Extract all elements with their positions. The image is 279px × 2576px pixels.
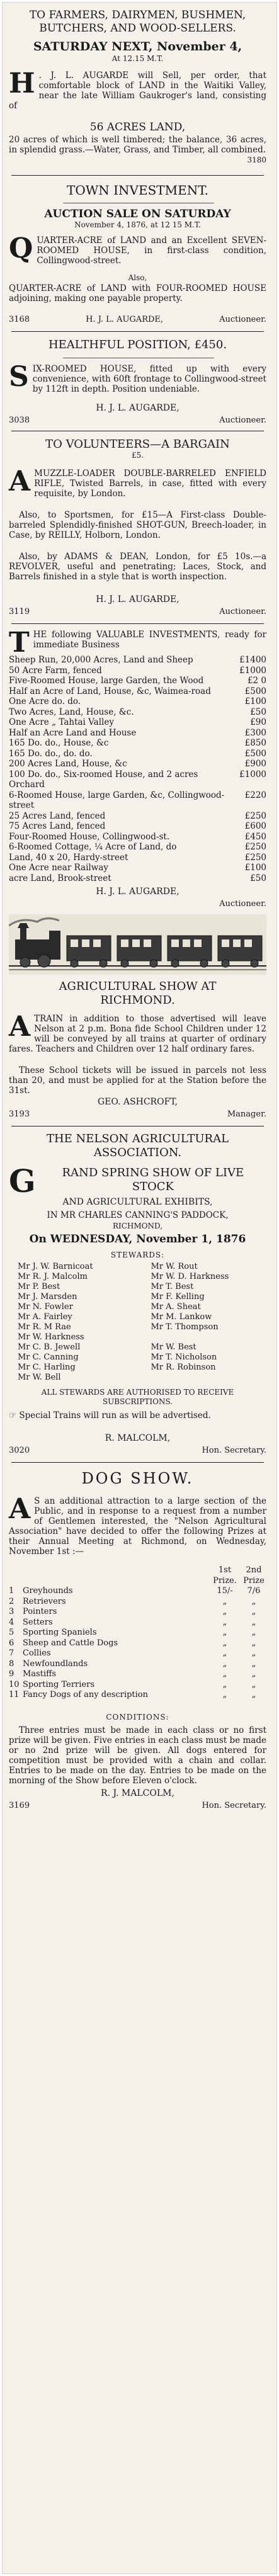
list-item: Mr R. Robinson [151, 1363, 216, 1372]
table-row: 11 Fancy Dogs of any description „ „ [9, 1690, 256, 1699]
list-item: 50 Acre Farm, fenced £1000 [9, 665, 266, 676]
ad-association-place: IN MR CHARLES CANNING'S PADDOCK, [47, 1210, 229, 1220]
list-item: One Acre near Railway £100 [9, 863, 266, 873]
table-row: 5 Sporting Spaniels „ „ [9, 1628, 256, 1637]
ad-reference-number: 3193 [9, 1109, 30, 1119]
ad-volunteers-body3: Also, by ADAMS & DEAN, London, for £5 10s.—a REVOLVER, useful and penetrating; Laces, Stock, and Barrels finished in a style that is worth inspection. [9, 552, 266, 582]
ad-town-subtitle: AUCTION SALE ON SATURDAY [44, 208, 231, 220]
ad-volunteers-body2: Also, to Sportsmen, for £15—A First-class Double-barreled Splendidly-finished SHOT-GUN, Breech-loader, in Case, by REILLY, Holborn, London. [9, 510, 266, 540]
divider [11, 175, 264, 176]
ad-dog-show-title: DOG SHOW. [81, 1470, 194, 1487]
ad-reference-number: 3020 [9, 1446, 30, 1455]
ad-town-body-text: UARTER-ACRE of LAND and an Excellent SEVEN-ROOMED HOUSE, in first-class condition, Collingwood-street. [37, 235, 266, 266]
ad-reference-number: 3038 [9, 416, 30, 425]
prize-table-header: 1st 2nd [218, 1565, 262, 1575]
list-item: Sheep Run, 20,000 Acres, Land and Sheep £1400 [9, 655, 266, 665]
list-item: Two Acres, Land, House, &c. £50 [9, 706, 266, 717]
ad-show-body-text: TRAIN in addition to those advertised will leave Nelson at 2 p.m. Bona fide School Children under 12 will be conveyed by all trains at quarter of ordinary fares. Teachers and Children over 12 half ordinary fares. [9, 1014, 266, 1054]
list-item: Mr J. Marsden [18, 1292, 77, 1302]
divider [11, 331, 264, 332]
table-row: 10 Sporting Terriers „ „ [9, 1679, 256, 1689]
table-row: 6 Sheep and Cattle Dogs „ „ [9, 1638, 256, 1648]
list-item: Half an Acre of Land, House, &c, Waimea-road £500 [9, 686, 266, 696]
ad-investments-intro [9, 627, 266, 659]
ad-association-heading2: AND AGRICULTURAL EXHIBITS, [62, 1197, 213, 1207]
investment-list [9, 655, 266, 883]
ad-association-heading [9, 1162, 266, 1200]
auctioneer-role: Auctioneer. [219, 899, 266, 909]
auctioneer-name: H. J. L. AUGARDE, [86, 315, 164, 324]
list-item: Mr J. W. Barnicoat [18, 1262, 93, 1271]
auctioneer-name: H. J. L. AUGARDE, [96, 403, 179, 413]
ad-show-body2: These School tickets will be issued in parcels not less than 20, and must be applied for at the Station before the 31st. [9, 1065, 266, 1096]
ad-healthful-footer [9, 416, 266, 426]
stewards-list [9, 1262, 275, 1383]
ad-farmers-date-text: SATURDAY NEXT, November 4, [33, 40, 242, 54]
list-item: Mr W. D. Harkness [151, 1272, 229, 1281]
ad-association-footer [9, 1446, 266, 1456]
auctioneer-name: H. J. L. AUGARDE, [96, 887, 179, 897]
list-item: Mr M. Lankow [151, 1312, 212, 1322]
ad-dog-show-footer [9, 1801, 266, 1811]
secretary-role: Hon. Secretary. [202, 1446, 266, 1455]
list-item: Mr W. Best [151, 1342, 196, 1352]
table-row: 7 Collies „ „ [9, 1648, 256, 1658]
list-item [151, 1332, 276, 1342]
ad-healthful-title: HEALTHFUL POSITION, £450. [48, 338, 227, 351]
auctioneer-name: H. J. L. AUGARDE, [96, 594, 179, 604]
ad-town-body [9, 232, 266, 266]
table-row: 3 Pointers „ „ [9, 1607, 256, 1616]
ad-town-body2: QUARTER-ACRE of LAND with FOUR-ROOMED HOUSE adjoining, making one payable property. [9, 283, 266, 304]
drop-cap: H [9, 67, 35, 99]
ad-dog-show-body [9, 1493, 266, 1557]
table-row: 1 Greyhounds 15/- 7/6 [9, 1586, 261, 1596]
table-row: 8 Newfoundlands „ „ [9, 1659, 256, 1669]
list-item: 6-Roomed Cottage, ¼ Acre of Land, do £250 [9, 842, 266, 852]
list-item: Half an Acre Land and House £300 [9, 727, 266, 738]
list-item: Mr W. Bell [18, 1373, 61, 1382]
auctioneer-role: Auctioneer. [219, 416, 266, 425]
prize-table [9, 1565, 266, 1701]
list-item: 25 Acres Land, fenced £250 [9, 810, 266, 821]
ad-volunteers [9, 438, 266, 460]
ad-show-footer [9, 1109, 266, 1120]
list-item: Mr A. Sheat [151, 1302, 201, 1312]
ad-healthful-body [9, 361, 266, 394]
secretary-name: R. MALCOLM, [105, 1433, 171, 1443]
list-item: Mr P. Best [18, 1282, 60, 1291]
ad-association-place2: RICHMOND, [112, 1222, 163, 1230]
list-item: Mr W. Rout [151, 1262, 198, 1271]
divider [11, 623, 264, 624]
ad-farmers [9, 9, 266, 35]
ad-association-note: ALL STEWARDS ARE AUTHORISED TO RECEIVE SUBSCRIPTIONS. [41, 1388, 234, 1406]
table-row: 2 Retrievers „ „ [9, 1596, 256, 1606]
ad-dog-show [9, 1470, 266, 1487]
train-engraving [9, 914, 266, 975]
list-item: acre Land, Brook-street £50 [9, 873, 266, 883]
list-item: Five-Roomed House, large Garden, the Wood £2 0 [9, 676, 266, 686]
list-item: 200 Acres Land, House, &c £900 [9, 759, 266, 769]
list-item: 6-Roomed House, large Garden, &c, Collingwood-street £220 [9, 790, 266, 810]
ad-farmers-time: At 12.15 M.T. [111, 54, 164, 63]
list-item: Mr A. Fairley [18, 1312, 72, 1322]
ad-farmers-acres: 56 ACRES LAND, [89, 121, 186, 133]
ad-town-sub [9, 208, 266, 230]
drop-cap: S [9, 361, 29, 393]
ad-association-special-text: Special Trains will run as will be advertised. [19, 1410, 211, 1421]
manager-name: GEO. ASHCROFT, [97, 1097, 178, 1107]
manager-role: Manager. [227, 1109, 266, 1119]
ad-farmers-body2-text: 20 acres of which is well timbered; the balance, 36 acres, in splendid grass.—Water, Grass, and Timber, all combined. [9, 135, 266, 155]
pointing-hand-icon: ☞ [9, 1410, 20, 1421]
ad-farmers-date [9, 39, 266, 64]
divider [11, 1462, 264, 1463]
ad-association-heading-text: RAND SPRING SHOW OF LIVE STOCK [62, 1166, 244, 1193]
secretary-role: Hon. Secretary. [202, 1801, 266, 1810]
ad-reference-number: 3169 [9, 1801, 30, 1810]
secretary-name: R. J. MALCOLM, [101, 1788, 174, 1798]
ad-volunteers-body-text: MUZZLE-LOADER DOUBLE-BARRELED ENFIELD RIFLE, Twisted Barrels, in case, fitted with every requisite, by London. [34, 468, 266, 499]
ad-farmers-body-text: . J. L. AUGARDE will Sell, per order, that comfortable block of LAND in the Waitiki Valley, near the late William Gaukroger's land, consisting of [9, 71, 266, 111]
list-item: One Acre do. do. £100 [9, 696, 266, 706]
list-item: Mr N. Fowler [18, 1302, 73, 1312]
ad-nelson-association [9, 1132, 266, 1160]
list-item: Mr R. J. Malcolm [18, 1272, 88, 1281]
list-item: Mr W. Harkness [18, 1332, 84, 1342]
auctioneer-role: Auctioneer. [219, 315, 266, 324]
list-item: Land, 40 x 20, Hardy-street £250 [9, 852, 266, 863]
list-item: Mr T. Nicholson [151, 1353, 217, 1362]
ad-volunteers-title: TO VOLUNTEERS—A BARGAIN [45, 438, 230, 451]
ad-healthful-position [9, 339, 266, 351]
auctioneer-role: Auctioneer. [219, 607, 266, 616]
ad-farmers-title: TO FARMERS, DAIRYMEN, BUSHMEN, BUTCHERS, AND WOOD-SELLERS. [29, 9, 246, 35]
list-item: 75 Acres Land, fenced £600 [9, 821, 266, 831]
list-item: 165 Do. do., do. do. £500 [9, 748, 266, 759]
ad-association-special [9, 1410, 266, 1421]
list-item: Mr C. B. Jewell [18, 1342, 81, 1352]
drop-cap: A [9, 1493, 31, 1525]
ad-healthful-body-text: IX-ROOMED HOUSE, fitted up with every convenience, with 60ft frontage to Collingwood-street by 112ft in depth. Position undeniable. [32, 364, 266, 394]
ad-association-title: THE NELSON AGRICULTURAL ASSOCIATION. [46, 1132, 229, 1159]
list-item: Mr R. M Rae [18, 1322, 71, 1332]
ad-volunteers-footer [9, 607, 266, 617]
prize-table-header: Prize. Prize [213, 1575, 265, 1586]
conditions-title: CONDITIONS: [106, 1713, 169, 1722]
list-item: Mr C. Harling [18, 1363, 76, 1372]
drop-cap: A [9, 465, 31, 497]
ad-agricultural-show [9, 980, 266, 1007]
drop-cap: Q [9, 232, 33, 264]
locomotive-illustration [9, 914, 266, 975]
list-item: Four-Roomed House, Collingwood-st. £450 [9, 831, 266, 842]
table-row: 9 Mastiffs „ „ [9, 1669, 256, 1679]
list-item: 165 Do. do., House, &c £850 [9, 738, 266, 748]
list-item: One Acre „ Tahtai Valley £90 [9, 717, 266, 727]
ad-farmers-body2 [9, 135, 266, 165]
ad-volunteers-price: £5. [131, 451, 144, 460]
list-item: Mr F. Kelling [151, 1292, 205, 1302]
table-row: 4 Setters „ „ [9, 1617, 256, 1627]
list-item: Mr T. Best [151, 1282, 194, 1291]
ad-show-title: AGRICULTURAL SHOW AT RICHMOND. [59, 980, 217, 1007]
ad-volunteers-body [9, 465, 266, 499]
ad-town-signature [9, 315, 266, 325]
ad-show-body [9, 1011, 266, 1054]
ad-reference-number: 3119 [9, 607, 30, 616]
drop-cap: G [9, 1162, 36, 1200]
stewards-title: STEWARDS: [110, 1251, 165, 1259]
list-item [151, 1373, 276, 1383]
list-item: 100 Do. do., Six-roomed House, and 2 acres Orchard £1000 [9, 769, 266, 790]
ad-town-investment [9, 183, 266, 198]
ad-dog-show-body-text: S an additional attraction to a large section of the Public, and in response to a request from a number of Gentlemen interested, the "Nelson Agricultural Association" have decided to offer the following Prizes at their Annual Meeting at Richmond, on Wednesday, November 1st :— [9, 1496, 266, 1557]
ad-town-date: November 4, 1876, at 12 15 M.T. [74, 220, 201, 229]
ad-association-date: On WEDNESDAY, November 1, 1876 [29, 1233, 246, 1245]
list-item: Mr C. Canning [18, 1353, 79, 1362]
list-item: Mr T. Thompson [151, 1322, 219, 1332]
ad-reference-number: 3180 [247, 156, 266, 164]
ad-investments-intro-text: HE following VALUABLE INVESTMENTS, ready for immediate Business [33, 630, 266, 650]
ad-farmers-body [9, 67, 266, 111]
ad-town-also: Also, [128, 273, 147, 282]
drop-cap: T [9, 627, 30, 659]
conditions-text: Three entries must be made in each class or no first prize will be given. Five entries in each class must be made or no 2nd prize will be given. All dogs entered for competition must be provided with a chain and collar. Entries to be made on the day. Entries to be made on the morning of the Show before Eleven o'clock. [9, 1725, 266, 1786]
ad-town-title: TOWN INVESTMENT. [67, 183, 208, 198]
ad-reference-number: 3168 [9, 315, 30, 324]
drop-cap: A [9, 1011, 31, 1043]
